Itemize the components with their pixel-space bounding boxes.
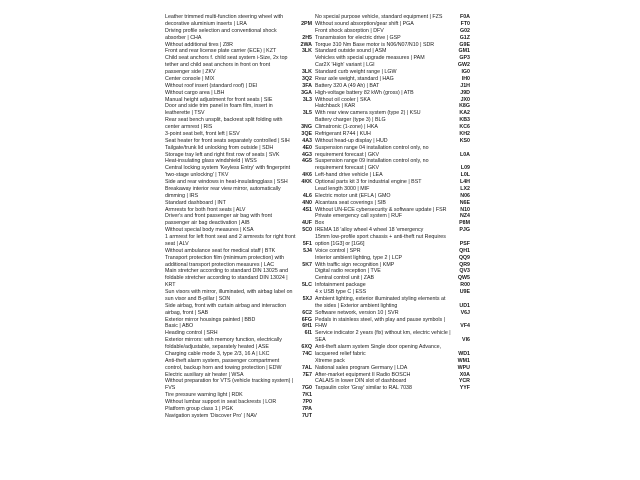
equipment-code: NZ4	[459, 213, 470, 220]
equipment-entry	[165, 14, 312, 28]
equipment-description: Center console | MIX	[165, 75, 215, 82]
equipment-code: 3Q2	[301, 75, 312, 82]
equipment-description: Without ambulance seat for medical staff | BTK	[165, 247, 276, 254]
equipment-code: QH1	[459, 247, 470, 254]
equipment-code: 3L3	[302, 96, 312, 103]
equipment-code: GW2	[457, 62, 470, 69]
equipment-description: Infotainment package	[315, 282, 366, 289]
equipment-code: KA2	[459, 110, 470, 117]
equipment-entry	[315, 372, 470, 379]
equipment-description: Without oil cooler | SKA	[315, 96, 371, 103]
equipment-code: 3NG	[301, 124, 312, 130]
equipment-code: 6FG	[301, 316, 312, 323]
equipment-code: IH0	[461, 75, 470, 82]
equipment-entry	[165, 138, 312, 145]
equipment-code: 3GA	[301, 89, 312, 96]
equipment-code: 4G5	[301, 158, 312, 165]
equipment-code: J1H	[460, 82, 470, 89]
equipment-code: V6J	[460, 309, 470, 316]
equipment-description: Without sound absorption/gear shift | PGA	[315, 20, 414, 27]
equipment-entry	[165, 323, 312, 330]
equipment-description: Seat heater for front seats separately controlled | SIH	[165, 137, 290, 144]
equipment-code: PSF	[459, 240, 470, 247]
equipment-description: Central locking system 'Keyless Entry' with fingerprint 'two-stage unlocking' | TKV	[165, 165, 291, 179]
equipment-description: Car2X 'High' variant | LGI	[315, 62, 375, 69]
equipment-code: 5C0	[302, 227, 312, 234]
equipment-code: FT0	[460, 20, 470, 27]
equipment-entry	[165, 117, 312, 131]
equipment-entry	[165, 83, 312, 90]
equipment-entry	[165, 227, 312, 234]
left-column	[165, 14, 312, 472]
equipment-code: 4KK	[301, 179, 312, 185]
equipment-code: G02	[459, 27, 470, 34]
equipment-code: 5LC	[301, 282, 312, 289]
equipment-entry	[315, 275, 470, 282]
equipment-entry	[165, 42, 312, 49]
equipment-description: Heading control | SRH	[165, 330, 218, 337]
equipment-code: 7P0	[302, 399, 312, 405]
equipment-entry	[315, 282, 470, 289]
equipment-description: Door and side trim panel in foam film, insert in leatherette | TSV	[165, 103, 273, 117]
equipment-description: Suspension range 04 installation control only, no requirement forecast | GKV	[315, 144, 429, 158]
equipment-code: G1Z	[459, 34, 470, 41]
equipment-entry	[165, 289, 312, 303]
equipment-description: 1 armrest for left front seat and 2 armrests for right front seat | ALV	[165, 234, 296, 247]
equipment-entry	[315, 145, 470, 159]
equipment-entry	[165, 248, 312, 255]
equipment-code: 4S1	[302, 206, 312, 213]
equipment-entry	[315, 317, 470, 331]
equipment-description: Vehicles with special upgrade measures | PAM	[315, 55, 425, 62]
equipment-code: KC6	[459, 124, 470, 130]
equipment-entry	[315, 200, 470, 207]
equipment-code: 4K6	[302, 172, 312, 179]
equipment-description: Exterior mirrors: with memory function, electrically foldable/adjustable, separately heated | ASE	[165, 337, 282, 350]
equipment-description: Side airbag, front with curtain airbag and interaction airbag, front | SAB	[165, 302, 287, 316]
equipment-entry	[165, 179, 312, 186]
equipment-code: J9D	[460, 89, 470, 96]
equipment-description: Interior ambient lighting, type 2 | LCP	[315, 254, 403, 261]
equipment-entry	[315, 35, 470, 42]
equipment-description: Transport protection film (minimum protection) with additional transport protection measures | LAC	[165, 254, 285, 268]
equipment-code: VI6	[462, 337, 470, 344]
equipment-code: YCR	[458, 378, 470, 385]
equipment-entry	[315, 172, 470, 179]
equipment-entry	[165, 207, 312, 214]
equipment-description: Charging cable mode 3, type 2/3, 16 A | LKC	[165, 350, 270, 357]
equipment-code: 2H5	[302, 34, 312, 41]
equipment-entry	[165, 406, 312, 413]
equipment-entry	[315, 227, 470, 234]
equipment-entry	[165, 165, 312, 179]
equipment-code: VF4	[460, 323, 470, 330]
equipment-entry	[165, 90, 312, 97]
equipment-description: Xtreme pack	[315, 357, 345, 364]
equipment-code: 2WA	[300, 41, 312, 48]
equipment-entry	[165, 351, 312, 358]
equipment-entry	[315, 193, 470, 200]
equipment-code: 7E7	[302, 371, 312, 378]
equipment-code: LX2	[460, 185, 470, 192]
equipment-description: Voice control | SPR	[315, 247, 361, 254]
equipment-entry	[165, 337, 312, 351]
equipment-code-list	[165, 14, 470, 472]
equipment-entry	[165, 152, 312, 159]
equipment-code: P8M	[459, 220, 470, 227]
equipment-entry	[165, 317, 312, 324]
equipment-code: KH2	[459, 130, 470, 137]
equipment-entry	[165, 158, 312, 165]
equipment-code: GP3	[459, 55, 470, 62]
equipment-code: 6XQ	[301, 344, 312, 350]
equipment-description: With traffic sign recognition | KMP	[315, 261, 395, 268]
equipment-entry	[165, 200, 312, 207]
equipment-code: G9E	[459, 41, 470, 48]
equipment-entry	[315, 220, 470, 227]
equipment-entry	[165, 55, 312, 76]
equipment-code: L4H	[459, 179, 470, 185]
equipment-description: With rear view camera system (type 2) | KSU	[315, 110, 421, 117]
equipment-entry	[315, 124, 470, 131]
equipment-entry	[315, 330, 470, 344]
equipment-description: Left-hand drive vehicle | LEA	[315, 172, 383, 179]
equipment-code: QR9	[459, 261, 470, 268]
equipment-description: Alcantara seat coverings | SIB	[315, 199, 386, 206]
equipment-description: CALAIS in lower DIN slot of dashboard	[315, 378, 407, 385]
equipment-description: High-voltage battery 82 kWh (gross) | ATB	[315, 89, 414, 96]
equipment-description: Ambient lighting, exterior illuminated styling elements at the sides | Exterior ambient lighting	[315, 295, 446, 309]
equipment-description: Leather trimmed multi-function steering wheel with decorative aluminium inserts | LRA	[165, 14, 284, 27]
equipment-description: After-market equipment II Radio BOSCH	[315, 371, 411, 378]
equipment-code: 3LK	[301, 69, 312, 75]
equipment-entry	[315, 378, 470, 385]
equipment-description: Electric motor unit (EFLA | GMO	[315, 192, 391, 199]
equipment-code: KS0	[459, 137, 470, 144]
equipment-description: Manual height adjustment for front seats | SIE	[165, 96, 273, 103]
equipment-entry	[315, 268, 470, 275]
equipment-description: Torque 310 Nm Base motor is N06/N07/N10 | SDR	[315, 41, 435, 48]
equipment-code: 7G0	[301, 385, 312, 392]
equipment-entry	[315, 289, 470, 296]
equipment-code: 6C2	[302, 309, 312, 316]
equipment-description: Without cargo area | LBH	[165, 89, 225, 96]
equipment-entry	[315, 213, 470, 220]
equipment-code: 7K1	[302, 392, 312, 399]
equipment-entry	[315, 21, 470, 28]
equipment-description: Standard curb weight range | LGW	[315, 69, 397, 75]
equipment-code: N06	[460, 192, 470, 199]
equipment-code: 5K7	[302, 261, 312, 268]
equipment-description: Side and rear windows in heat-insulatingglass | SSH	[165, 179, 288, 185]
equipment-code: N10	[460, 206, 470, 213]
equipment-entry	[315, 296, 470, 310]
equipment-entry	[315, 110, 470, 117]
equipment-entry	[315, 97, 470, 104]
equipment-description: Service indicator 2 years (fix) without km, electric vehicle | SEA	[315, 330, 451, 344]
equipment-code: KB3	[459, 117, 470, 124]
equipment-entry	[315, 207, 470, 214]
equipment-description: Without roof insert (standard roof) | DEI	[165, 82, 258, 89]
equipment-entry	[315, 83, 470, 90]
equipment-description: Without UN-ECE cybersecurity & software update | FSR	[315, 206, 447, 213]
equipment-code: IG0	[461, 69, 470, 75]
equipment-entry	[315, 310, 470, 317]
equipment-description: Without head-up display | HUD	[315, 137, 388, 144]
equipment-code: 7UT	[301, 412, 312, 419]
equipment-description: No special purpose vehicle, standard equipment | FZS	[315, 14, 443, 20]
equipment-description: Basic | ABO	[165, 323, 194, 330]
equipment-code: QQ9	[458, 254, 470, 261]
equipment-code: 7PA	[302, 405, 312, 412]
equipment-code: 5F1	[302, 240, 312, 247]
equipment-code: 3FA	[302, 82, 312, 89]
equipment-description: Anti-theft alarm system Single door opening Advance, lacquered relief fabric	[315, 344, 442, 357]
equipment-entry	[315, 255, 470, 262]
equipment-code: 4N0	[302, 199, 312, 206]
equipment-description: Anti-theft alarm system, passenger compartment control, backup horn and towing protection | EDW	[165, 357, 282, 371]
equipment-description: Breakaway interior rear view mirror, automatically dimming | IRS	[165, 185, 281, 199]
equipment-entry	[315, 365, 470, 372]
equipment-description: Without lumbar support in seat backrests | LOR	[165, 399, 277, 405]
equipment-description: Exterior mirror housings painted | BBD	[165, 316, 256, 323]
equipment-description: Central control unit | ZAB	[315, 275, 375, 282]
equipment-description: 4 x USB type C | ESS	[315, 289, 367, 295]
equipment-description: Navigation system 'Discover Pro' | NAV	[165, 412, 257, 419]
equipment-code: WD1	[458, 350, 470, 357]
equipment-entry	[165, 392, 312, 399]
equipment-code: GM1	[458, 48, 470, 55]
equipment-entry	[315, 69, 470, 76]
equipment-description: IREMA 18 'alloy wheel 4 wheel 18 'emergency	[315, 227, 424, 234]
equipment-entry	[165, 358, 312, 372]
equipment-entry	[315, 234, 470, 248]
equipment-code: WPU	[457, 364, 470, 371]
equipment-entry	[165, 48, 312, 55]
equipment-description: Platform group class 1 | PGK	[165, 405, 234, 412]
equipment-code: UD1	[459, 302, 470, 309]
equipment-description: Child seat anchors f. child seat system i-Size, 2x top tether and child seat anchors in front on front passenger side | ZKV	[165, 55, 288, 75]
equipment-description: Software network, version 10 | SVR	[315, 309, 399, 316]
equipment-code: 5J4	[303, 247, 312, 254]
equipment-entry	[165, 268, 312, 289]
equipment-entry	[165, 76, 312, 83]
equipment-code: 3LK	[301, 48, 312, 55]
equipment-code: 5XJ	[302, 295, 312, 302]
equipment-code: JX0	[460, 96, 470, 103]
equipment-code: X0A	[459, 371, 470, 378]
equipment-code: N6E	[459, 199, 470, 206]
equipment-entry	[165, 399, 312, 406]
equipment-entry	[315, 42, 470, 49]
equipment-entry	[315, 62, 470, 69]
equipment-description: Rear axle weight, standard | HAG	[315, 75, 394, 82]
equipment-entry	[165, 97, 312, 104]
equipment-code: U9E	[459, 289, 470, 295]
equipment-entry	[165, 330, 312, 337]
equipment-description: Heat-insulating glass windshield | WSS	[165, 158, 257, 165]
equipment-description: Without preparation for VTS (vehicle tracking system) | FVS	[165, 378, 294, 392]
equipment-code: L0A	[459, 151, 470, 158]
equipment-entry	[315, 117, 470, 124]
equipment-entry	[315, 179, 470, 186]
equipment-description: Front and rear license plate carrier (ECE) | KZT	[165, 48, 277, 55]
equipment-description: Standard outside sound | ASM	[315, 48, 387, 55]
equipment-entry	[165, 213, 312, 227]
equipment-entry	[315, 138, 470, 145]
equipment-entry	[165, 303, 312, 317]
equipment-code: 4L6	[302, 192, 312, 199]
equipment-entry	[165, 255, 312, 269]
equipment-description: Driver's and front passenger air bag with front passenger air bag deactivation | AIB	[165, 213, 273, 227]
equipment-description: Digital radio reception | TVE	[315, 268, 381, 275]
equipment-entry	[165, 28, 312, 42]
equipment-description: Without additional tires | Z8R	[165, 41, 233, 48]
equipment-entry	[165, 413, 312, 420]
equipment-description: Main stretcher according to standard DIN 13025 and foldable stretcher according to standard DIN 13024 | KRT	[165, 268, 289, 289]
equipment-description: Front shock absorption | DFV	[315, 27, 384, 34]
equipment-code: F0A	[459, 14, 470, 20]
equipment-entry	[315, 262, 470, 269]
equipment-description: Transmission for electric drive | GSP	[315, 34, 401, 41]
equipment-code: 4G3	[301, 151, 312, 158]
equipment-description: Pedals in stainless steel, with play and pause symbols | FHW	[315, 316, 446, 330]
equipment-description: Private emergency call system | RUF	[315, 213, 403, 220]
equipment-description: Electric auxiliary air heater | WSA	[165, 371, 244, 378]
equipment-description: Lead length 3000 | MIF	[315, 185, 370, 192]
right-column	[315, 14, 470, 472]
equipment-entry	[315, 131, 470, 138]
equipment-code: L0L	[460, 172, 470, 179]
equipment-description: Sun visors with mirror, illuminated, with airbag label on sun visor and B-pillar | SON	[165, 289, 293, 302]
equipment-code: L09	[460, 165, 470, 172]
equipment-entry	[315, 158, 470, 172]
equipment-entry	[315, 90, 470, 97]
equipment-code: 4E0	[302, 144, 312, 151]
equipment-entry	[165, 372, 312, 379]
equipment-code: 3L5	[302, 110, 312, 117]
equipment-description: Refrigerant R744 | KUH	[315, 130, 371, 137]
equipment-entry	[165, 131, 312, 138]
equipment-description: Battery 320 A (49 Ah) | BAT	[315, 82, 380, 89]
equipment-description: Optional parts kit 3 for industrial engine | BST	[315, 179, 422, 185]
equipment-description: Suspension range 09 installation control only, no requirement forecast | GKV	[315, 158, 429, 172]
equipment-code: 6I1	[304, 330, 312, 337]
equipment-description: Driving profile selection and conventional shock absorber | CHA	[165, 27, 277, 41]
equipment-entry	[315, 14, 470, 21]
equipment-code: YYF	[459, 385, 470, 392]
equipment-code: 4UF	[301, 220, 312, 227]
equipment-entry	[315, 103, 470, 110]
equipment-description: Storage tray left and right first row of seats | SVK	[165, 151, 280, 158]
equipment-description: Rear seat bench unsplit, backrest split folding with center armrest | RIS	[165, 117, 283, 130]
equipment-description: Climatronic (1-zone) | HKA	[315, 124, 378, 130]
equipment-entry	[315, 344, 470, 358]
equipment-description: Tire pressure warning light | RDK	[165, 392, 243, 399]
equipment-description: Armrests for both front seats | ALV	[165, 206, 246, 213]
equipment-entry	[165, 103, 312, 117]
equipment-code: 74C	[302, 350, 312, 357]
equipment-code: 3QE	[301, 130, 312, 137]
equipment-description: Hatchback | KAR	[315, 103, 356, 110]
equipment-description: Tailgate/trunk lid unlocking from outside | SDH	[165, 144, 274, 151]
equipment-code: QV3	[459, 268, 470, 275]
equipment-code: R00	[460, 282, 470, 289]
equipment-entry	[315, 358, 470, 365]
equipment-entry	[315, 55, 470, 62]
equipment-entry	[315, 48, 470, 55]
equipment-description: Without special body measures | KSA	[165, 227, 254, 234]
equipment-description: Tarpaulin color 'Gray' similar to RAL 7038	[315, 385, 412, 392]
equipment-description: National sales program Germany | LDA	[315, 364, 408, 371]
equipment-code: K8G	[459, 103, 470, 110]
equipment-entry	[165, 378, 312, 392]
equipment-code: 6H1	[302, 323, 312, 330]
equipment-code: WM1	[457, 357, 470, 364]
equipment-code: 7AL	[301, 364, 312, 371]
equipment-code: PJG	[459, 227, 470, 234]
equipment-description: 3-point seat belt, front left | ESV	[165, 130, 240, 137]
equipment-entry	[315, 186, 470, 193]
equipment-description: 15mm low-profile sport chassis + anti-theft nut Requires option [1G3] or [1G6]	[315, 234, 446, 247]
equipment-entry	[165, 186, 312, 200]
equipment-code: 2PM	[301, 20, 312, 27]
equipment-description: Box	[315, 220, 325, 227]
equipment-code: QW5	[457, 275, 470, 282]
equipment-entry	[315, 28, 470, 35]
equipment-entry	[315, 385, 470, 392]
equipment-code: 4A3	[302, 137, 312, 144]
equipment-entry	[165, 234, 312, 248]
equipment-description: Standard dashboard | INT	[165, 199, 226, 206]
equipment-description: Battery charger (type 3) | BLG	[315, 117, 386, 124]
equipment-entry	[165, 145, 312, 152]
equipment-entry	[315, 248, 470, 255]
equipment-entry	[315, 76, 470, 83]
